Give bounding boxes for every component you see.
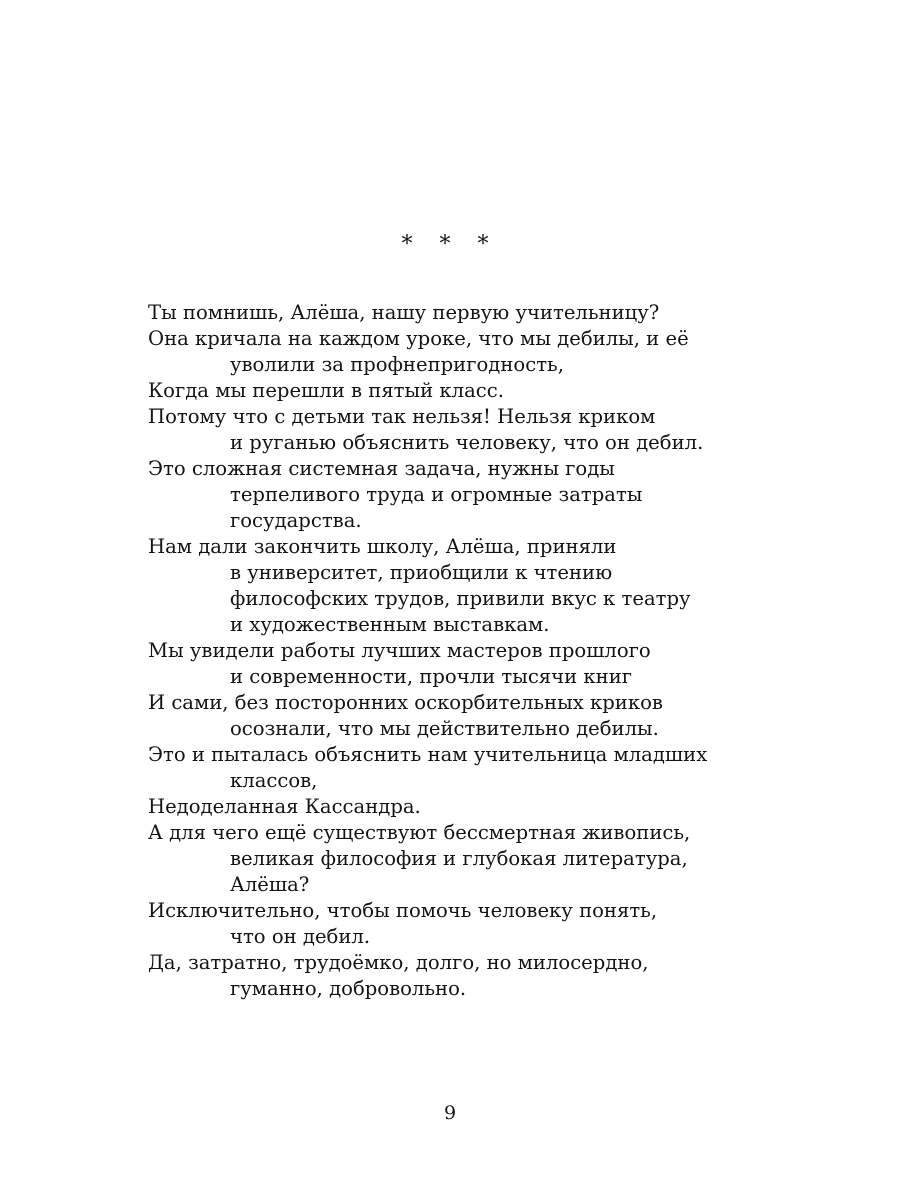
poem-line: Это сложная системная задача, нужны годы — [148, 457, 615, 480]
poem-line: Ты помнишь, Алёша, нашу первую учительницу? — [148, 301, 660, 324]
poem-line-continuation: классов, — [230, 769, 318, 792]
poem-line: И сами, без посторонних оскорбительных криков — [148, 691, 663, 714]
poem-line-continuation: и художественным выставкам. — [230, 613, 550, 636]
page-number: 9 — [443, 1102, 457, 1124]
poem-line-continuation: государства. — [230, 509, 362, 532]
section-separator: * * * — [401, 232, 499, 257]
poem-line: Исключительно, чтобы помочь человеку понять, — [148, 899, 658, 922]
poem-line-continuation: уволили за профнепригодность, — [230, 353, 564, 376]
poem-line-continuation: гуманно, добровольно. — [230, 977, 467, 1000]
poem-line-continuation: осознали, что мы действительно дебилы. — [230, 717, 659, 740]
poem-line: Это и пыталась объяснить нам учительница младших — [148, 743, 708, 766]
poem-line: Когда мы перешли в пятый класс. — [148, 379, 504, 402]
poem-line-continuation: Алёша? — [230, 873, 310, 896]
poem-line: А для чего ещё существуют бессмертная живопись, — [148, 821, 691, 844]
poem-line-continuation: великая философия и глубокая литература, — [230, 847, 688, 870]
poem-line: Потому что с детьми так нельзя! Нельзя криком — [148, 405, 656, 428]
poem-text — [148, 300, 788, 1002]
poem-line: Да, затратно, трудоёмко, долго, но милосердно, — [148, 951, 649, 974]
poem-line: Она кричала на каждом уроке, что мы дебилы, и её — [148, 327, 689, 350]
poem-line: Мы увидели работы лучших мастеров прошлого — [148, 639, 651, 662]
poem-line-continuation: и руганью объяснить человеку, что он дебил. — [230, 431, 704, 454]
poem-line-continuation: и современности, прочли тысячи книг — [230, 665, 633, 688]
poem-line-continuation: что он дебил. — [230, 925, 371, 948]
poem-line: Нам дали закончить школу, Алёша, приняли — [148, 535, 617, 558]
poem-line-continuation: философских трудов, привили вкус к театру — [230, 587, 691, 610]
poem-line-continuation: в университет, приобщили к чтению — [230, 561, 613, 584]
poem-line: Недоделанная Кассандра. — [148, 795, 421, 818]
poem-line-continuation: терпеливого труда и огромные затраты — [230, 483, 643, 506]
